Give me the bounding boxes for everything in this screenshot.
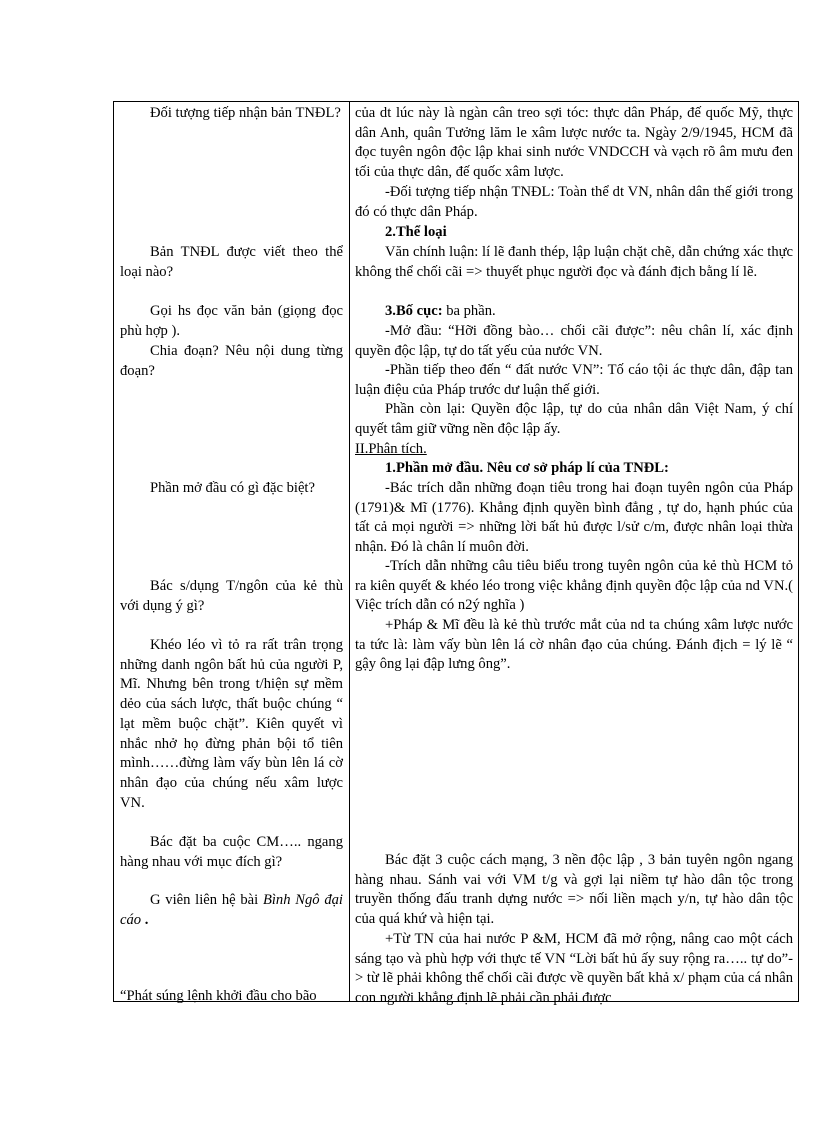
question-quotation: Bác s/dụng T/ngôn của kẻ thù với dụng ý gì? [120, 578, 343, 614]
three-revolutions-answer: Bác đặt 3 cuộc cách mạng, 3 nền độc lập , 3 bản tuyên ngôn ngang hàng nhau. Sánh vai với VM t/g và gợi lại niềm tự hào dân tộc trong truyền thống đấu tranh dựng nước => nối liền mạch y/n, tự hào dân tộc của quá khứ và hiện tại. [355, 852, 793, 928]
section-genre-heading: 2.Thể loại [385, 224, 447, 240]
structure-part-3: Phần còn lại: Quyền độc lập, tự do của nhân dân Việt Nam, ý chí quyết tâm giữ vững nền độc lập ấy. [355, 401, 793, 437]
column-divider [349, 102, 350, 1001]
context-paragraph: của dt lúc này là ngàn cân treo sợi tóc: thực dân Pháp, đế quốc Mỹ, thực dân Anh, quân Tưởng lăm le xâm lược nước ta. Ngày 2/9/1945, HCM đã đọc tuyên ngôn độc lập khai sinh nước VNDCCH và vạch rõ âm mưu đen tối của thực dân, đế quốc xâm lược. [355, 105, 793, 181]
extension-answer: +Từ TN của hai nước P &M, HCM đã mở rộng, nâng cao một cách sáng tạo và phù hợp với thực tế VN “Lời bất hủ ấy suy rộng ra….. tự do”-> từ lẽ phải không thể chối cãi được về quyền bất khả x/ phạm của cá nhân con người khẳng định lẽ phải cần phải được [355, 931, 793, 1007]
question-opening: Phần mở đầu có gì đặc biệt? [150, 480, 315, 496]
question-three-revolutions: Bác đặt ba cuộc CM….. ngang hàng nhau với mục đích gì? [120, 834, 343, 870]
question-reading: Gọi hs đọc văn bản (giọng đọc phù hợp ). [120, 303, 343, 339]
quote-start: “Phát súng lệnh khởi đầu cho bão [120, 988, 317, 1004]
genre-answer: Văn chính luận: lí lẽ đanh thép, lập luận chặt chẽ, dẫn chứng xác thực không thể chối cãi => thuyết phục người đọc và đánh địch bằng lí lẽ. [355, 244, 793, 280]
structure-part-1: -Mở đầu: “Hỡi đồng bào… chối cãi được”: nêu chân lí, xác định quyền độc lập, tự do tất yếu của nước VN. [355, 323, 793, 359]
section-analysis-heading: II.Phân tích. [355, 441, 427, 457]
question-audience: Đối tượng tiếp nhận bản TNĐL? [150, 105, 341, 121]
teacher-note: G viên liên hệ bài Bình Ngô đại cáo . [120, 892, 343, 928]
question-structure: Chia đoạn? Nêu nội dung từng đoạn? [120, 343, 343, 379]
section-opening-heading: 1.Phần mở đầu. Nêu cơ sở pháp lí của TNĐL: [385, 460, 669, 476]
quotation-analysis: -Trích dẫn những câu tiêu biểu trong tuyên ngôn của kẻ thù HCM tỏ ra kiên quyết & khéo léo trong việc khẳng định quyền độc lập của nd VN.( Việc trích dẫn có n2ý nghĩa ) [355, 558, 793, 614]
question-genre: Bản TNĐL được viết theo thể loại nào? [120, 244, 343, 280]
audience-answer: -Đối tượng tiếp nhận TNĐL: Toàn thể dt VN, nhân dân thế giới trong đó có thực dân Pháp. [355, 184, 793, 220]
enemy-argument: +Pháp & Mĩ đều là kẻ thù trước mắt của nd ta chúng xâm lược nước ta tức là: làm vấy bùn lên lá cờ nhân đạo của chúng. Đánh địch = lý lẽ “ gậy ông lại đập lưng ông”. [355, 617, 793, 673]
structure-part-2: -Phần tiếp theo đến “ đất nước VN”: Tố cáo tội ác thực dân, đập tan luận điệu của Pháp trước dư luận thế giới. [355, 362, 793, 398]
section-structure-heading: 3.Bố cục: ba phần. [385, 303, 496, 319]
note-tactful: Khéo léo vì tỏ ra rất trân trọng những danh ngôn bất hủ của người P, Mĩ. Nhưng bên trong t/hiện sự mềm dẻo của sách lược, thất buộc chúng “ lạt mềm buộc chặt”. Kiên quyết vì nhắc nhở họ đừng phản bội tổ tiên mình……đừng làm vấy bùn lên lá cờ nhân đạo của chúng nếu xâm lược VN. [120, 637, 343, 811]
opening-quote-analysis: -Bác trích dẫn những đoạn tiêu trong hai đoạn tuyên ngôn của Pháp (1791)& Mĩ (1776). Khẳng định quyền bình đẳng , tự do, hạnh phúc của tất cả mọi người => những lời bất hủ được l/sử c/m, được nhân loại thừa nhận. Đó là chân lí muôn đời. [355, 480, 793, 556]
content-table [113, 101, 799, 1007]
